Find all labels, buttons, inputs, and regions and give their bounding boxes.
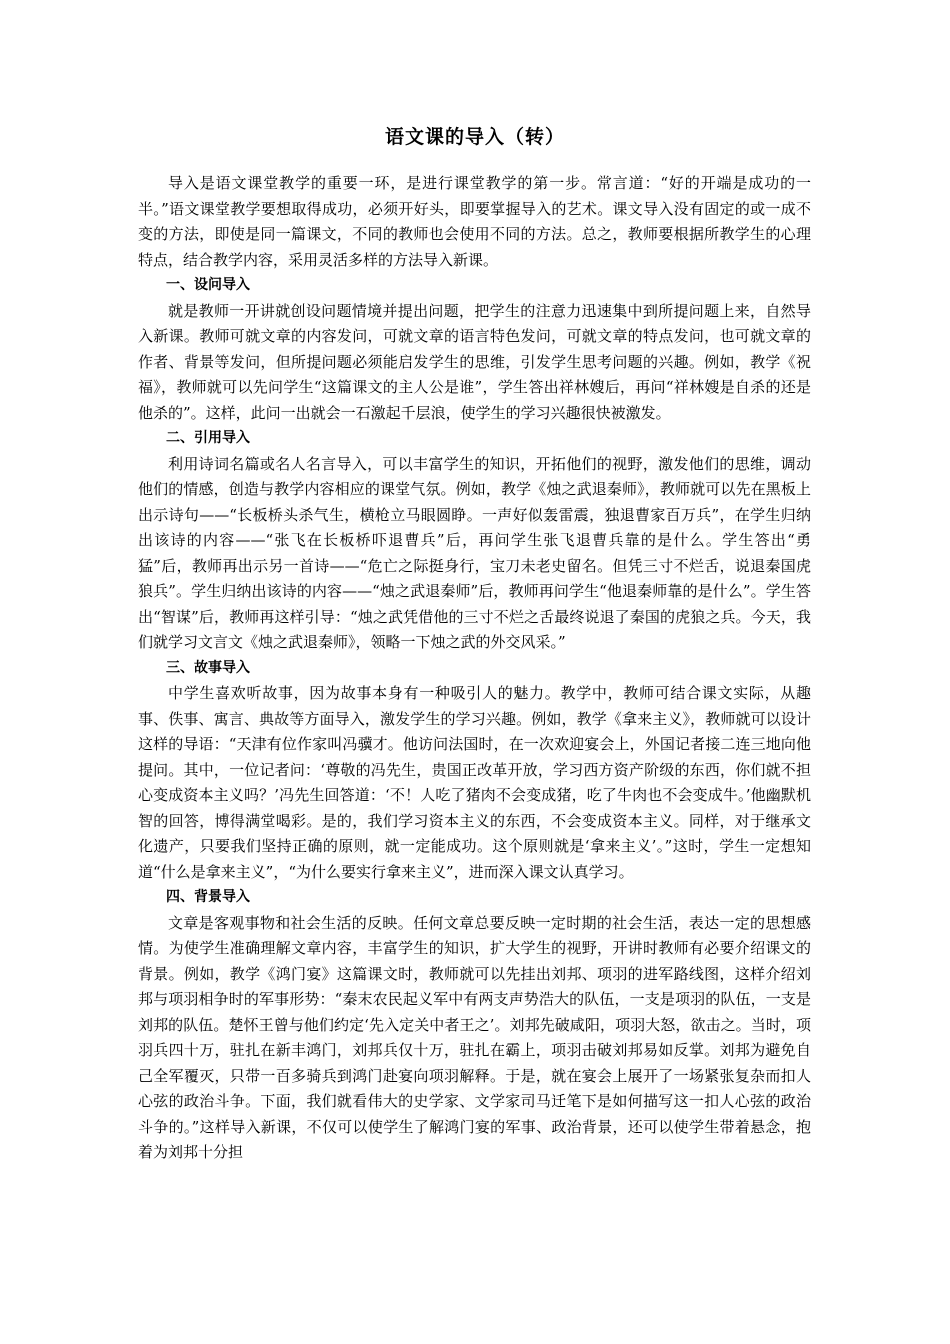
section-paragraph-1: 就是教师一开讲就创设问题情境并提出问题，把学生的注意力迅速集中到所提问题上来，自然导入新课。教师可就文章的内容发问，可就文章的语言特色发问，可就文章的特点发问，也可就文章的作者、背景等发问，但所提问题必须能启发学生的思维，引发学生思考问题的兴趣。例如，教学《祝福》，教师就可以先问学生“这篇课文的主人公是谁”，学生答出祥林嫂后，再问“祥林嫂是自杀的还是他杀的”。这样，此问一出就会一石激起千层浪，使学生的学习兴趣很快被激发。 [138, 301, 811, 422]
section-heading-2: 二、引用导入 [166, 430, 250, 446]
intro-paragraph: 导入是语文课堂教学的重要一环，是进行课堂教学的第一步。常言道：“好的开端是成功的一半。”语文课堂教学要想取得成功，必须开好头，即要掌握导入的艺术。课文导入没有固定的或一成不变的方法，即使是同一篇课文，不同的教师也会使用不同的方法。总之，教师要根据所教学生的心理特点，结合教学内容，采用灵活多样的方法导入新课。 [138, 174, 811, 269]
section-heading-4: 四、背景导入 [166, 889, 250, 905]
page-title: 语文课的导入（转） [384, 126, 565, 148]
section-paragraph-4: 文章是客观事物和社会生活的反映。任何文章总要反映一定时期的社会生活，表达一定的思想感情。为使学生准确理解文章内容，丰富学生的知识，扩大学生的视野，开讲时教师有必要介绍课文的背景。例如，教学《鸿门宴》这篇课文时，教师就可以先挂出刘邦、项羽的进军路线图，这样介绍刘邦与项羽相争时的军事形势：“秦末农民起义军中有两支声势浩大的队伍，一支是项羽的队伍，一支是刘邦的队伍。楚怀王曾与他们约定‘先入定关中者王之’。刘邦先破咸阳，项羽大怒，欲击之。当时，项羽兵四十万，驻扎在新丰鸿门，刘邦兵仅十万，驻扎在霸上，项羽击破刘邦易如反掌。刘邦为避免自己全军覆灭，只带一百多骑兵到鸿门赴宴向项羽解释。于是，就在宴会上展开了一场紧张复杂而扣人心弦的政治斗争。下面，我们就看伟大的史学家、文学家司马迁笔下是如何描写这一扣人心弦的政治斗争的。”这样导入新课，不仅可以使学生了解鸿门宴的军事、政治背景，还可以使学生带着悬念，抱着为刘邦十分担 [138, 913, 811, 1161]
document-body [138, 171, 811, 1166]
section-paragraph-3: 中学生喜欢听故事，因为故事本身有一种吸引人的魅力。教学中，教师可结合课文实际，从趣事、佚事、寓言、典故等方面导入，激发学生的学习兴趣。例如，教学《拿来主义》，教师就可以设计这样的导语：“天津有位作家叫冯骥才。他访问法国时，在一次欢迎宴会上，外国记者接二连三地向他提问。其中，一位记者问：‘尊敬的冯先生，贵国正改革开放，学习西方资产阶级的东西，你们就不担心变成资本主义吗？’冯先生回答道：‘不！人吃了猪肉不会变成猪，吃了牛肉也不会变成牛。’他幽默机智的回答，博得满堂喝彩。是的，我们学习资本主义的东西，不会变成资本主义。同样，对于继承文化遗产，只要我们坚持正确的原则，就一定能成功。这个原则就是‘拿来主义’。”这时，学生一定想知道“什么是拿来主义”，“为什么要实行拿来主义”，进而深入课文认真学习。 [138, 684, 811, 881]
section-heading-3: 三、故事导入 [166, 659, 250, 676]
section-paragraph-2: 利用诗词名篇或名人名言导入，可以丰富学生的知识，开拓他们的视野，激发他们的思维，调动他们的情感，创造与教学内容相应的课堂气氛。例如，教学《烛之武退秦师》，教师就可以先在黑板上出示诗句——“长板桥头杀气生，横枪立马眼圆睁。一声好似轰雷震，独退曹家百万兵”，在学生归纳出该诗的内容——“张飞在长板桥吓退曹兵”后，再问学生张飞退曹兵靠的是什么。学生答出“勇猛”后，教师再出示另一首诗——“危亡之际挺身行，宝刀未老史留名。但凭三寸不烂舌，说退秦国虎狼兵”。学生归纳出该诗的内容——“烛之武退秦师”后，教师再问学生“他退秦师靠的是什么”。学生答出“智谋”后，教师再这样引导：“烛之武凭借他的三寸不烂之舌最终说退了秦国的虎狼之兵。今天，我们就学习文言文《烛之武退秦师》，领略一下烛之武的外交风采。” [138, 454, 811, 651]
section-heading-1: 一、设问导入 [166, 277, 250, 293]
